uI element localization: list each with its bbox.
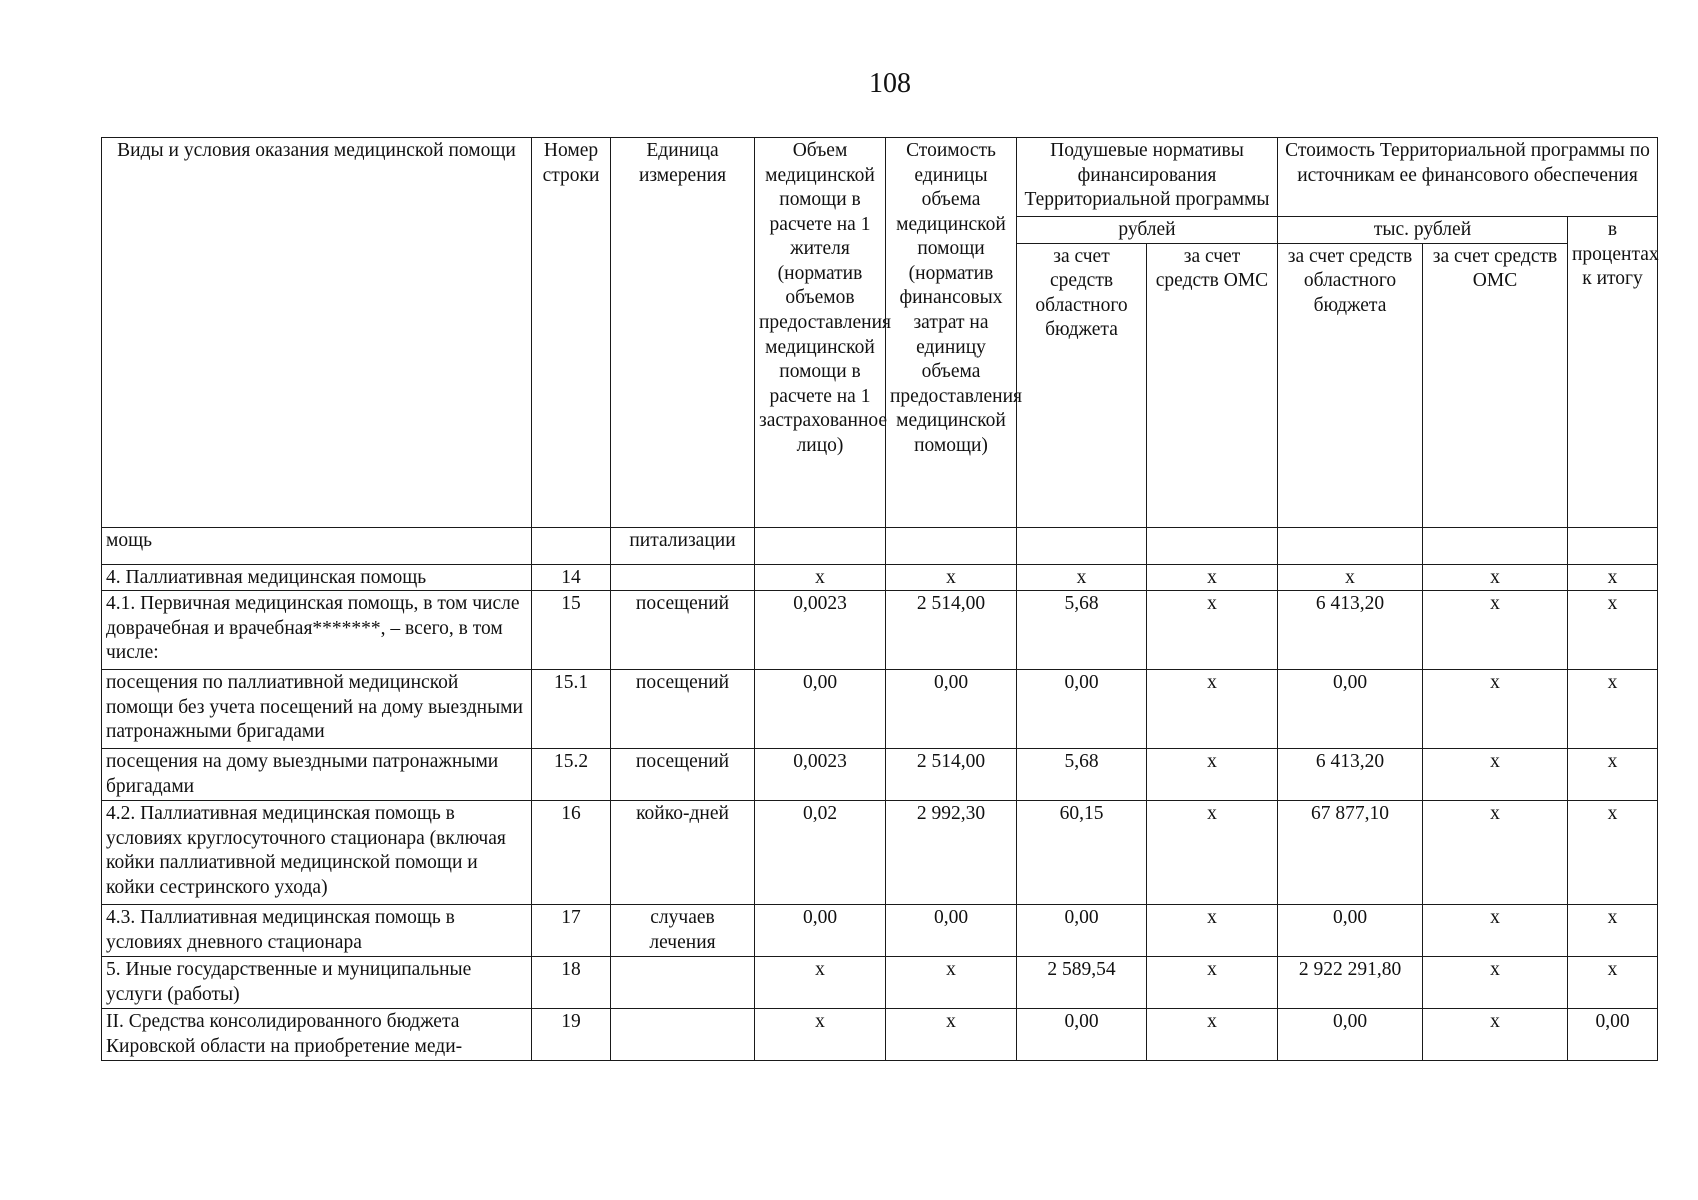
- cell-tc-oms: х: [1423, 591, 1568, 670]
- table-row: [102, 591, 1658, 670]
- cell-row-no: 17: [532, 905, 611, 957]
- cell-unit: питализации: [611, 527, 755, 564]
- header-per-capita-group: Подушевые нормативы финансирования Территориальной программы: [1017, 138, 1278, 217]
- cell-pc-oms: х: [1147, 957, 1278, 1009]
- cell-unit: [611, 1009, 755, 1061]
- cell-tc-oms: х: [1423, 905, 1568, 957]
- header-row-number: Номер строки: [532, 138, 611, 528]
- header-rubles: рублей: [1017, 217, 1278, 244]
- cell-tc-budget: 0,00: [1278, 905, 1423, 957]
- cell-unit: посещений: [611, 670, 755, 749]
- cell-tc-budget: 2 922 291,80: [1278, 957, 1423, 1009]
- cell-pc-oms: х: [1147, 591, 1278, 670]
- table-row: [102, 905, 1658, 957]
- cell-tc-oms: х: [1423, 1009, 1568, 1061]
- cell-name: 4.1. Первичная медицинская помощь, в том числе доврачебная и врачебная*******, – всего, в том числе:: [102, 591, 532, 670]
- cell-tc-budget: 0,00: [1278, 1009, 1423, 1061]
- page-number: 108: [869, 68, 911, 99]
- header-unit: Единица измерения: [611, 138, 755, 528]
- financing-table: [101, 137, 1658, 1061]
- cell-tc-oms: х: [1423, 957, 1568, 1009]
- header-per-capita-budget: за счет средств областного бюджета: [1017, 243, 1147, 527]
- table-body: [102, 527, 1658, 1061]
- cell-tc-budget: х: [1278, 564, 1423, 591]
- cell-pct: х: [1568, 801, 1658, 905]
- cell-pc-budget: 0,00: [1017, 905, 1147, 957]
- header-thousand-rubles: тыс. рублей: [1278, 217, 1568, 244]
- cell-pc-budget: 0,00: [1017, 1009, 1147, 1061]
- cell-pct: х: [1568, 670, 1658, 749]
- cell-cost: 2 992,30: [886, 801, 1017, 905]
- cell-volume: 0,02: [755, 801, 886, 905]
- cell-pct: 0,00: [1568, 1009, 1658, 1061]
- header-percent: в процентах к итогу: [1568, 217, 1658, 528]
- cell-tc-budget: 6 413,20: [1278, 591, 1423, 670]
- cell-name: 4. Паллиативная медицинская помощь: [102, 564, 532, 591]
- cell-pct: х: [1568, 591, 1658, 670]
- cell-pc-oms: х: [1147, 1009, 1278, 1061]
- table-row: [102, 749, 1658, 801]
- cell-name: посещения по паллиативной медицинской помощи без учета посещений на дому выездными патронажными бригадами: [102, 670, 532, 749]
- cell-tc-oms: х: [1423, 564, 1568, 591]
- cell-name: 5. Иные государственные и муниципальные услуги (работы): [102, 957, 532, 1009]
- cell-volume: 0,0023: [755, 591, 886, 670]
- cell-name: II. Средства консолидированного бюджета Кировской области на приобретение меди-: [102, 1009, 532, 1061]
- table-row: [102, 957, 1658, 1009]
- cell-row-no: 15.2: [532, 749, 611, 801]
- cell-pc-oms: х: [1147, 905, 1278, 957]
- header-volume: Объем медицинской помощи в расчете на 1 жителя (норматив объемов предоставления медицинской помощи в расчете на 1 застрахованное лицо): [755, 138, 886, 528]
- cell-cost: 0,00: [886, 905, 1017, 957]
- cell-pct: х: [1568, 905, 1658, 957]
- cell-pc-budget: 60,15: [1017, 801, 1147, 905]
- cell-pc-oms: х: [1147, 564, 1278, 591]
- cell-pct: х: [1568, 564, 1658, 591]
- cell-volume: х: [755, 1009, 886, 1061]
- cell-name: мощь: [102, 527, 532, 564]
- cell-cost: х: [886, 957, 1017, 1009]
- cell-pc-budget: х: [1017, 564, 1147, 591]
- cell-row-no: [532, 527, 611, 564]
- cell-unit: [611, 564, 755, 591]
- cell-name: 4.3. Паллиативная медицинская помощь в условиях дневного стационара: [102, 905, 532, 957]
- cell-tc-budget: [1278, 527, 1423, 564]
- cell-unit: посещений: [611, 749, 755, 801]
- cell-row-no: 14: [532, 564, 611, 591]
- header-per-capita-oms: за счет средств ОМС: [1147, 243, 1278, 527]
- cell-volume: 0,00: [755, 905, 886, 957]
- cell-row-no: 18: [532, 957, 611, 1009]
- header-program-cost-group: Стоимость Территориальной программы по источникам ее финансового обеспечения: [1278, 138, 1658, 217]
- table-row: [102, 564, 1658, 591]
- cell-tc-budget: 6 413,20: [1278, 749, 1423, 801]
- cell-tc-oms: [1423, 527, 1568, 564]
- cell-row-no: 16: [532, 801, 611, 905]
- cell-tc-budget: 0,00: [1278, 670, 1423, 749]
- cell-pc-budget: [1017, 527, 1147, 564]
- cell-cost: 2 514,00: [886, 749, 1017, 801]
- cell-volume: 0,00: [755, 670, 886, 749]
- cell-cost: х: [886, 564, 1017, 591]
- header-unit-cost: Стоимость единицы объема медицинской помощи (норматив финансовых затрат на единицу объема предоставления медицинской помощи): [886, 138, 1017, 528]
- cell-pc-oms: х: [1147, 670, 1278, 749]
- cell-pct: х: [1568, 957, 1658, 1009]
- cell-tc-oms: х: [1423, 801, 1568, 905]
- cell-cost: [886, 527, 1017, 564]
- cell-pc-budget: 2 589,54: [1017, 957, 1147, 1009]
- cell-cost: 2 514,00: [886, 591, 1017, 670]
- table-header: [102, 138, 1658, 528]
- cell-cost: 0,00: [886, 670, 1017, 749]
- table-row: [102, 801, 1658, 905]
- header-program-oms: за счет средств ОМС: [1423, 243, 1568, 527]
- cell-name: посещения на дому выездными патронажными бригадами: [102, 749, 532, 801]
- cell-row-no: 19: [532, 1009, 611, 1061]
- cell-unit: посещений: [611, 591, 755, 670]
- cell-pc-budget: 0,00: [1017, 670, 1147, 749]
- cell-volume: х: [755, 957, 886, 1009]
- cell-unit: [611, 957, 755, 1009]
- cell-row-no: 15: [532, 591, 611, 670]
- cell-pct: х: [1568, 749, 1658, 801]
- cell-unit: койко-дней: [611, 801, 755, 905]
- cell-unit: случаев лечения: [611, 905, 755, 957]
- cell-tc-oms: х: [1423, 749, 1568, 801]
- cell-pct: [1568, 527, 1658, 564]
- cell-pc-oms: х: [1147, 801, 1278, 905]
- cell-pc-budget: 5,68: [1017, 591, 1147, 670]
- cell-tc-oms: х: [1423, 670, 1568, 749]
- table-row: [102, 670, 1658, 749]
- header-program-budget: за счет средств областного бюджета: [1278, 243, 1423, 527]
- cell-volume: 0,0023: [755, 749, 886, 801]
- cell-pc-oms: х: [1147, 749, 1278, 801]
- cell-pc-oms: [1147, 527, 1278, 564]
- cell-volume: х: [755, 564, 886, 591]
- header-type: Виды и условия оказания медицинской помощи: [102, 138, 532, 528]
- cell-pc-budget: 5,68: [1017, 749, 1147, 801]
- cell-name: 4.2. Паллиативная медицинская помощь в условиях круглосуточного стационара (включая койки паллиативной медицинской помощи и койки сестринского ухода): [102, 801, 532, 905]
- table-row: [102, 527, 1658, 564]
- table-row: [102, 1009, 1658, 1061]
- cell-row-no: 15.1: [532, 670, 611, 749]
- cell-cost: х: [886, 1009, 1017, 1061]
- cell-volume: [755, 527, 886, 564]
- cell-tc-budget: 67 877,10: [1278, 801, 1423, 905]
